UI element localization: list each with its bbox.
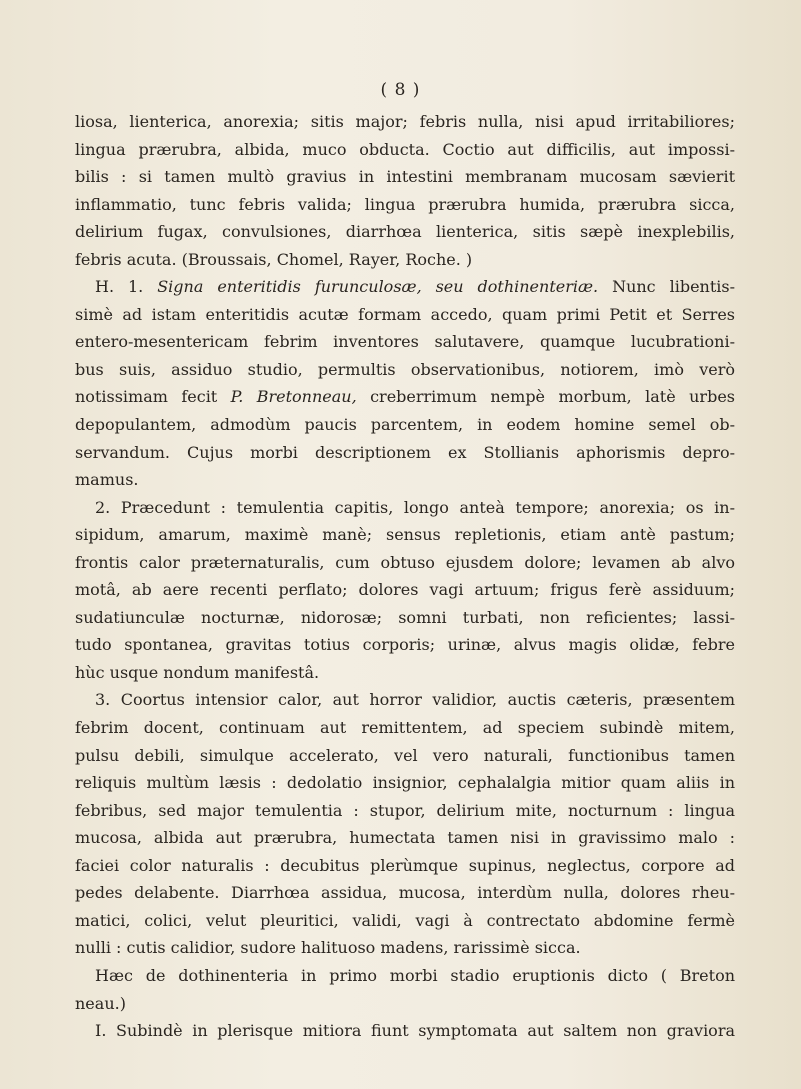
text-line: depopulantem, admodùm paucis parcentem, in eodem homine semel ob-: [75, 415, 735, 435]
text-line-with-author: [75, 383, 735, 411]
text-line: febrim docent, continuam aut remittentem, ad speciem subindè mitem,: [75, 718, 735, 738]
text-line: lingua prærubra, albida, muco obducta. Coctio aut difficilis, aut impossi-: [75, 139, 735, 159]
text-line: 3. Coortus intensior calor, aut horror validior, auctis cæteris, præsentem: [95, 690, 735, 710]
text-line: liosa, lienterica, anorexia; sitis major; febris nulla, nisi apud irritabiliores;: [75, 112, 735, 131]
text-line: faciei color naturalis : decubitus plerùmque supinus, neglectus, corpore ad: [75, 855, 735, 875]
section-title: Signa enteritidis furunculosæ, seu dothinenteriæ.: [157, 277, 599, 297]
text-line: bilis : si tamen multò gravius in intestini membranam mucosam sævierit: [75, 167, 735, 187]
text-line: 2. Præcedunt : temulentia capitis, longo anteà tempore; anorexia; os in-: [95, 497, 735, 517]
author-name: P. Bretonneau,: [230, 387, 357, 407]
page-number: ( 8 ): [380, 80, 421, 100]
text-line: servandum. Cujus morbi descriptionem ex Stollianis aphorismis depro-: [75, 442, 735, 462]
line-suffix: creberrimum nempè morbum, latè urbes: [356, 387, 735, 407]
text-line: febris acuta. (Broussais, Chomel, Rayer, Roche. ): [75, 249, 473, 269]
text-line: sudatiunculæ nocturnæ, nidorosæ; somni turbati, non reficientes; lassi-: [75, 607, 735, 627]
text-line: matici, colici, velut pleuritici, validi, vagi à contrectato abdomine fermè: [75, 910, 735, 930]
text-line: tudo spontanea, gravitas totius corporis; urinæ, alvus magis olidæ, febre: [75, 635, 735, 655]
text-line: mucosa, albida aut prærubra, humectata tamen nisi in gravissimo malo :: [75, 828, 735, 848]
text-line: simè ad istam enteritidis acutæ formam accedo, quam primi Petit et Serres: [75, 304, 735, 324]
text-line: inflammatio, tunc febris valida; lingua prærubra humida, prærubra sicca,: [75, 194, 735, 214]
text-line: hùc usque nondum manifestâ.: [75, 662, 320, 682]
line-suffix: Nunc libentis-: [598, 277, 735, 297]
text-line: bus suis, assiduo studio, permultis observationibus, notiorem, imò verò: [75, 359, 735, 379]
text-line: sipidum, amarum, maximè manè; sensus repletionis, etiam antè pastum;: [75, 525, 735, 545]
text-line: motâ, ab aere recenti perflato; dolores vagi artuum; frigus ferè assiduum;: [75, 580, 735, 600]
text-line: nulli : cutis calidior, sudore halituoso madens, rarissimè sicca.: [75, 938, 581, 958]
text-line: delirium fugax, convulsiones, diarrhœa lienterica, sitis sæpè inexplebilis,: [75, 222, 735, 242]
text-line: entero-mesentericam febrim inventores salutavere, quamque lucubrationi-: [75, 332, 735, 352]
text-line: frontis calor præternaturalis, cum obtuso ejusdem dolore; levamen ab alvo: [75, 552, 735, 572]
body-text: [75, 108, 735, 1045]
section-heading-line: [75, 273, 735, 301]
text-line: Hæc de dothinenteria in primo morbi stadio eruptionis dicto ( Breton: [95, 965, 735, 985]
text-line: I. Subindè in plerisque mitiora fiunt symptomata aut saltem non graviora: [95, 1021, 735, 1041]
text-line: reliquis multùm læsis : dedolatio insignior, cephalalgia mitior quam aliis in: [75, 773, 735, 793]
text-line: mamus.: [75, 470, 139, 490]
text-line: febribus, sed major temulentia : stupor, delirium mite, nocturnum : lingua: [75, 800, 735, 820]
text-line: neau.): [75, 993, 126, 1013]
line-prefix: H. 1.: [95, 277, 158, 297]
line-prefix: notissimam fecit: [75, 387, 231, 407]
text-line: pulsu debili, simulque accelerato, vel vero naturali, functionibus tamen: [75, 745, 735, 765]
text-line: pedes delabente. Diarrhœa assidua, mucosa, interdùm nulla, dolores rheu-: [75, 883, 735, 903]
